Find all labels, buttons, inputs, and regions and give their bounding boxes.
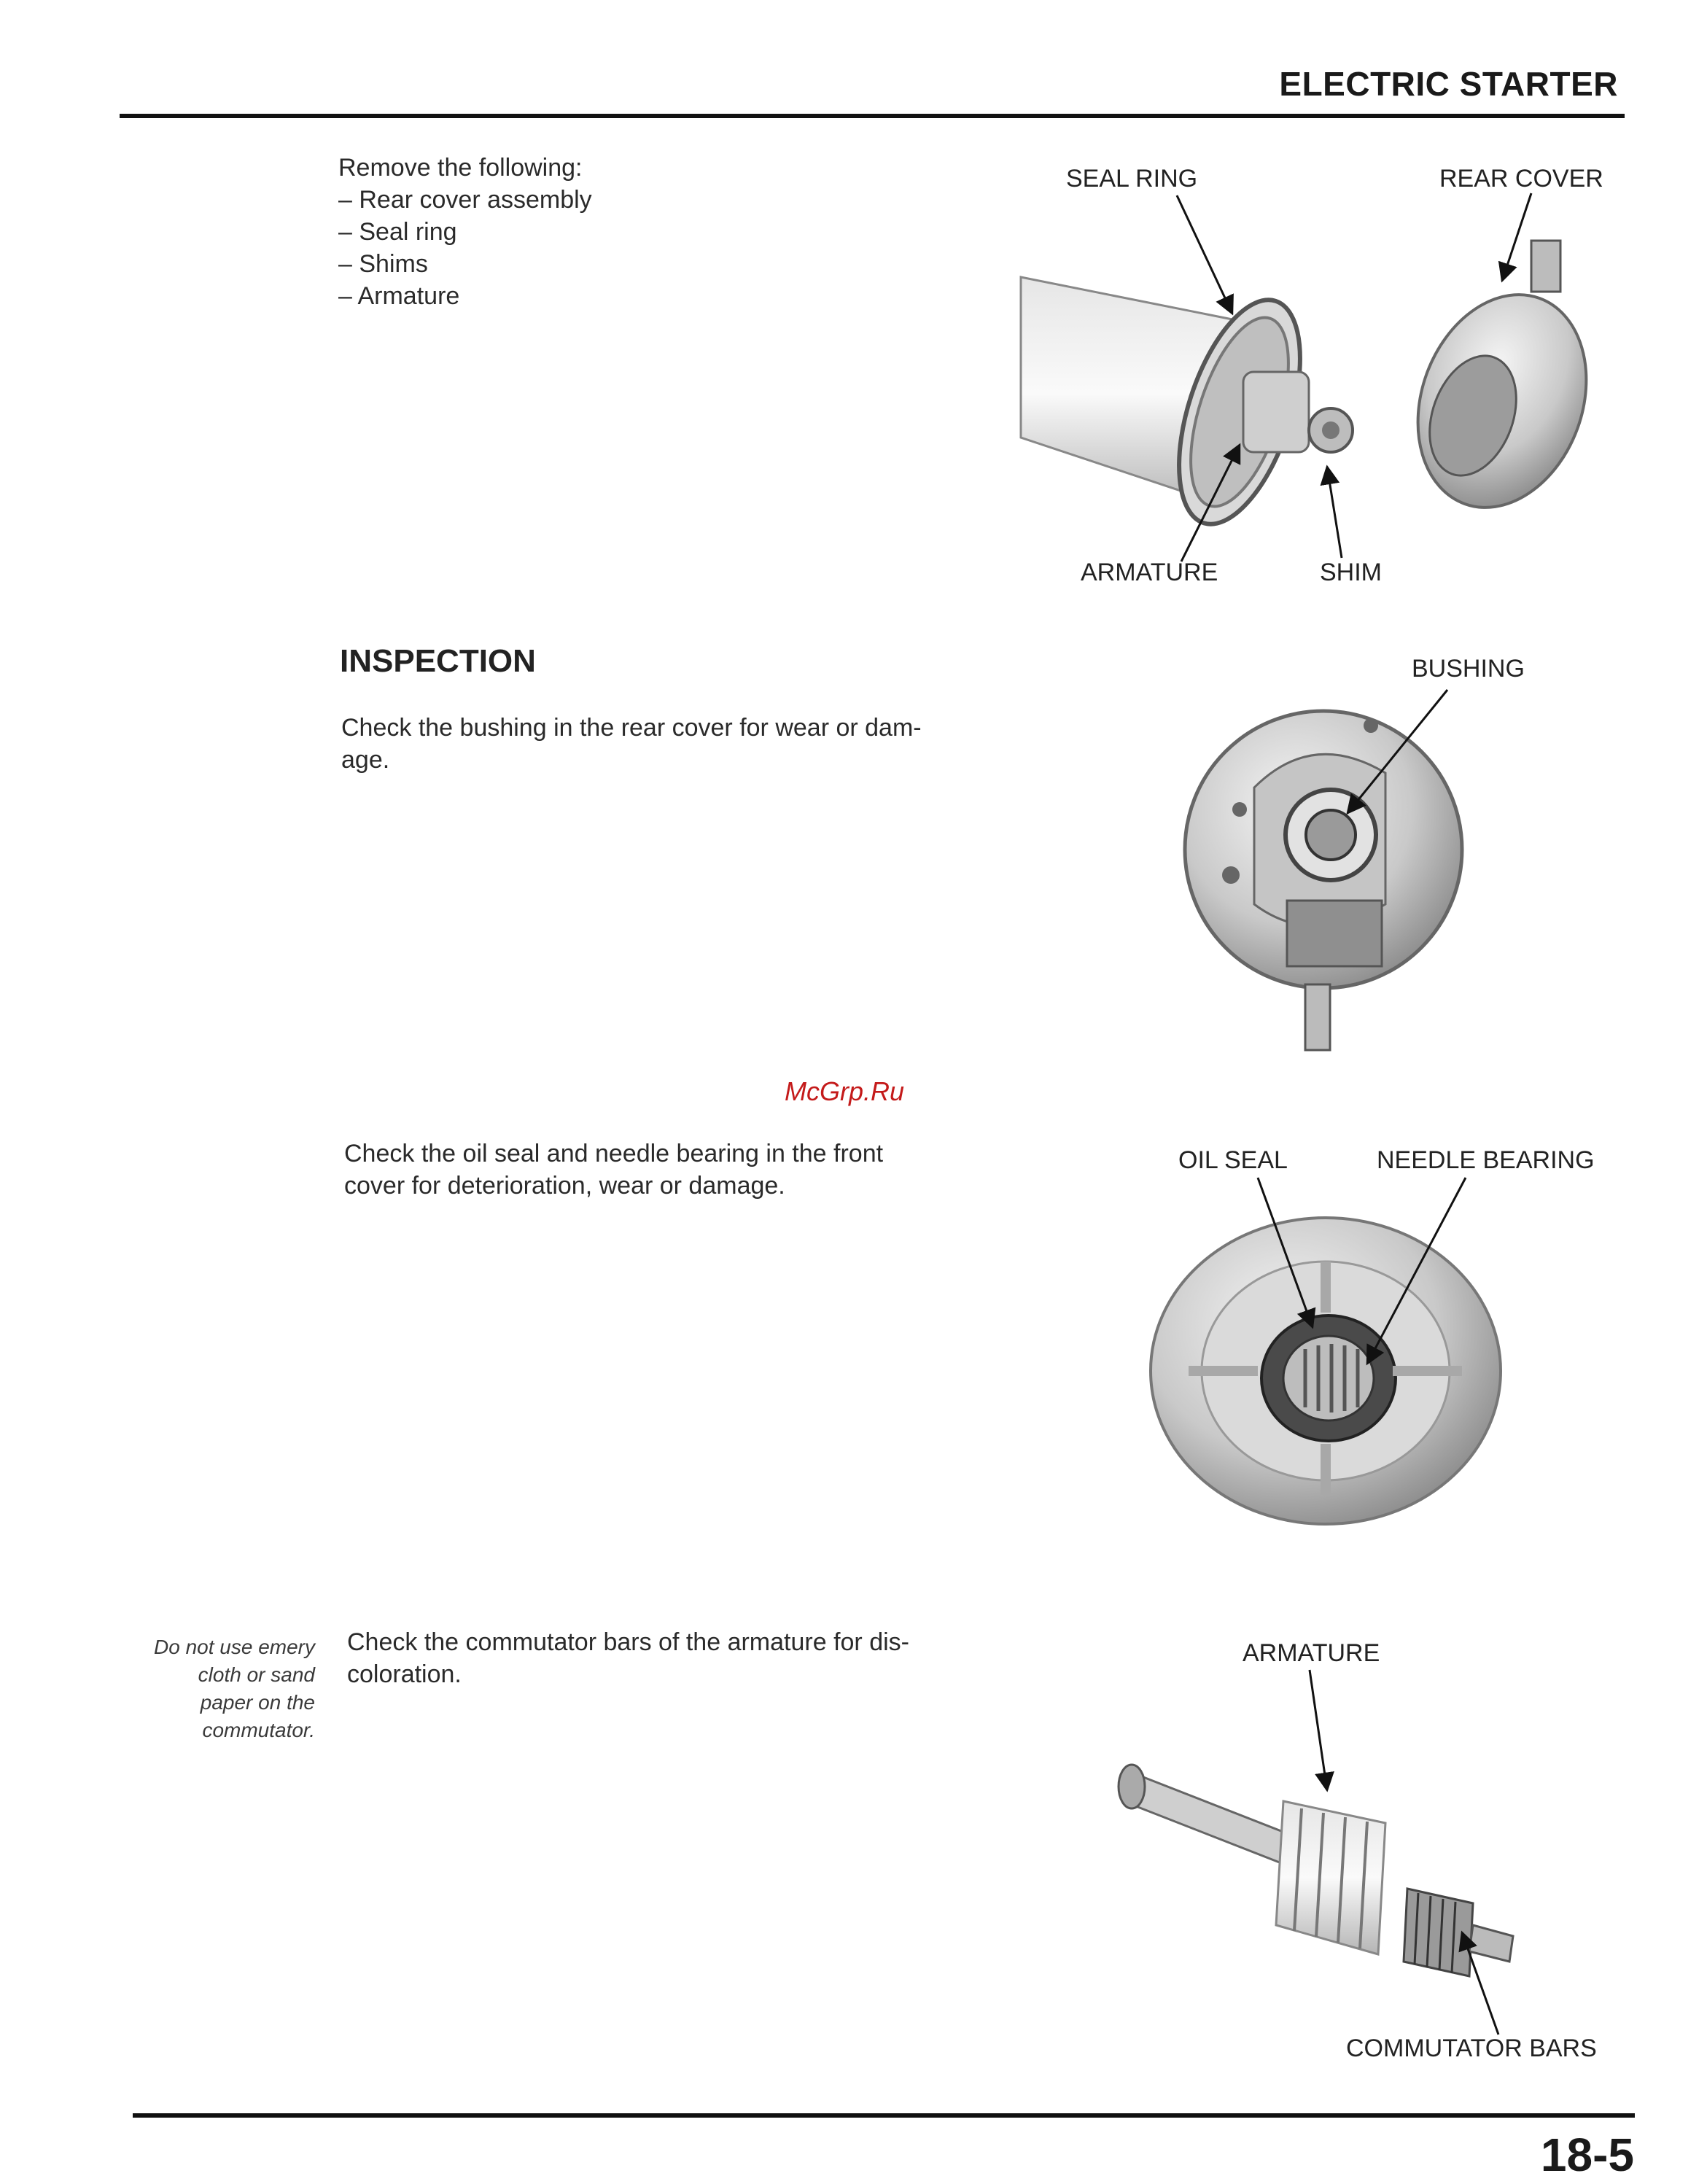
removal-intro: Remove the following:: [338, 154, 583, 182]
label-seal-ring: SEAL RING: [1066, 165, 1198, 193]
removal-item: – Rear cover assembly: [338, 186, 592, 214]
note-line: paper on the: [200, 1691, 315, 1714]
front-cover-figure: [1151, 1218, 1501, 1524]
rear-cover-figure: [1185, 711, 1462, 1050]
label-commutator-bars: COMMUTATOR BARS: [1346, 2035, 1597, 2062]
removal-item: – Seal ring: [338, 218, 457, 246]
paragraph-line: cover for deterioration, wear or damage.: [344, 1172, 785, 1200]
page-number: 18-5: [1540, 2129, 1634, 2181]
inspection-heading: INSPECTION: [340, 643, 536, 679]
label-needle-bearing: NEEDLE BEARING: [1377, 1146, 1595, 1174]
paragraph-line: age.: [341, 746, 390, 774]
label-shim: SHIM: [1320, 559, 1382, 586]
label-armature: ARMATURE: [1081, 559, 1218, 586]
footer-rule: [133, 2113, 1635, 2118]
note-line: cloth or sand: [198, 1663, 315, 1686]
label-oil-seal: OIL SEAL: [1178, 1146, 1288, 1174]
note-line: Do not use emery: [154, 1636, 315, 1658]
label-armature-2: ARMATURE: [1243, 1639, 1380, 1667]
section-title: ELECTRIC STARTER: [1279, 65, 1618, 103]
paragraph-line: coloration.: [347, 1660, 462, 1688]
paragraph-line: Check the oil seal and needle bearing in the front: [344, 1140, 884, 1167]
removal-item: – Armature: [338, 282, 460, 310]
watermark: McGrp.Ru: [785, 1076, 905, 1106]
note-line: commutator.: [202, 1719, 315, 1741]
label-rear-cover: REAR COVER: [1439, 165, 1603, 193]
starter-disassembly-figure: [1021, 241, 1615, 539]
paragraph-line: Check the commutator bars of the armature for dis-: [347, 1628, 909, 1656]
removal-item: – Shims: [338, 250, 428, 278]
armature-figure: [1119, 1765, 1513, 1976]
label-bushing: BUSHING: [1412, 655, 1525, 683]
paragraph-line: Check the bushing in the rear cover for wear or dam-: [341, 714, 922, 742]
